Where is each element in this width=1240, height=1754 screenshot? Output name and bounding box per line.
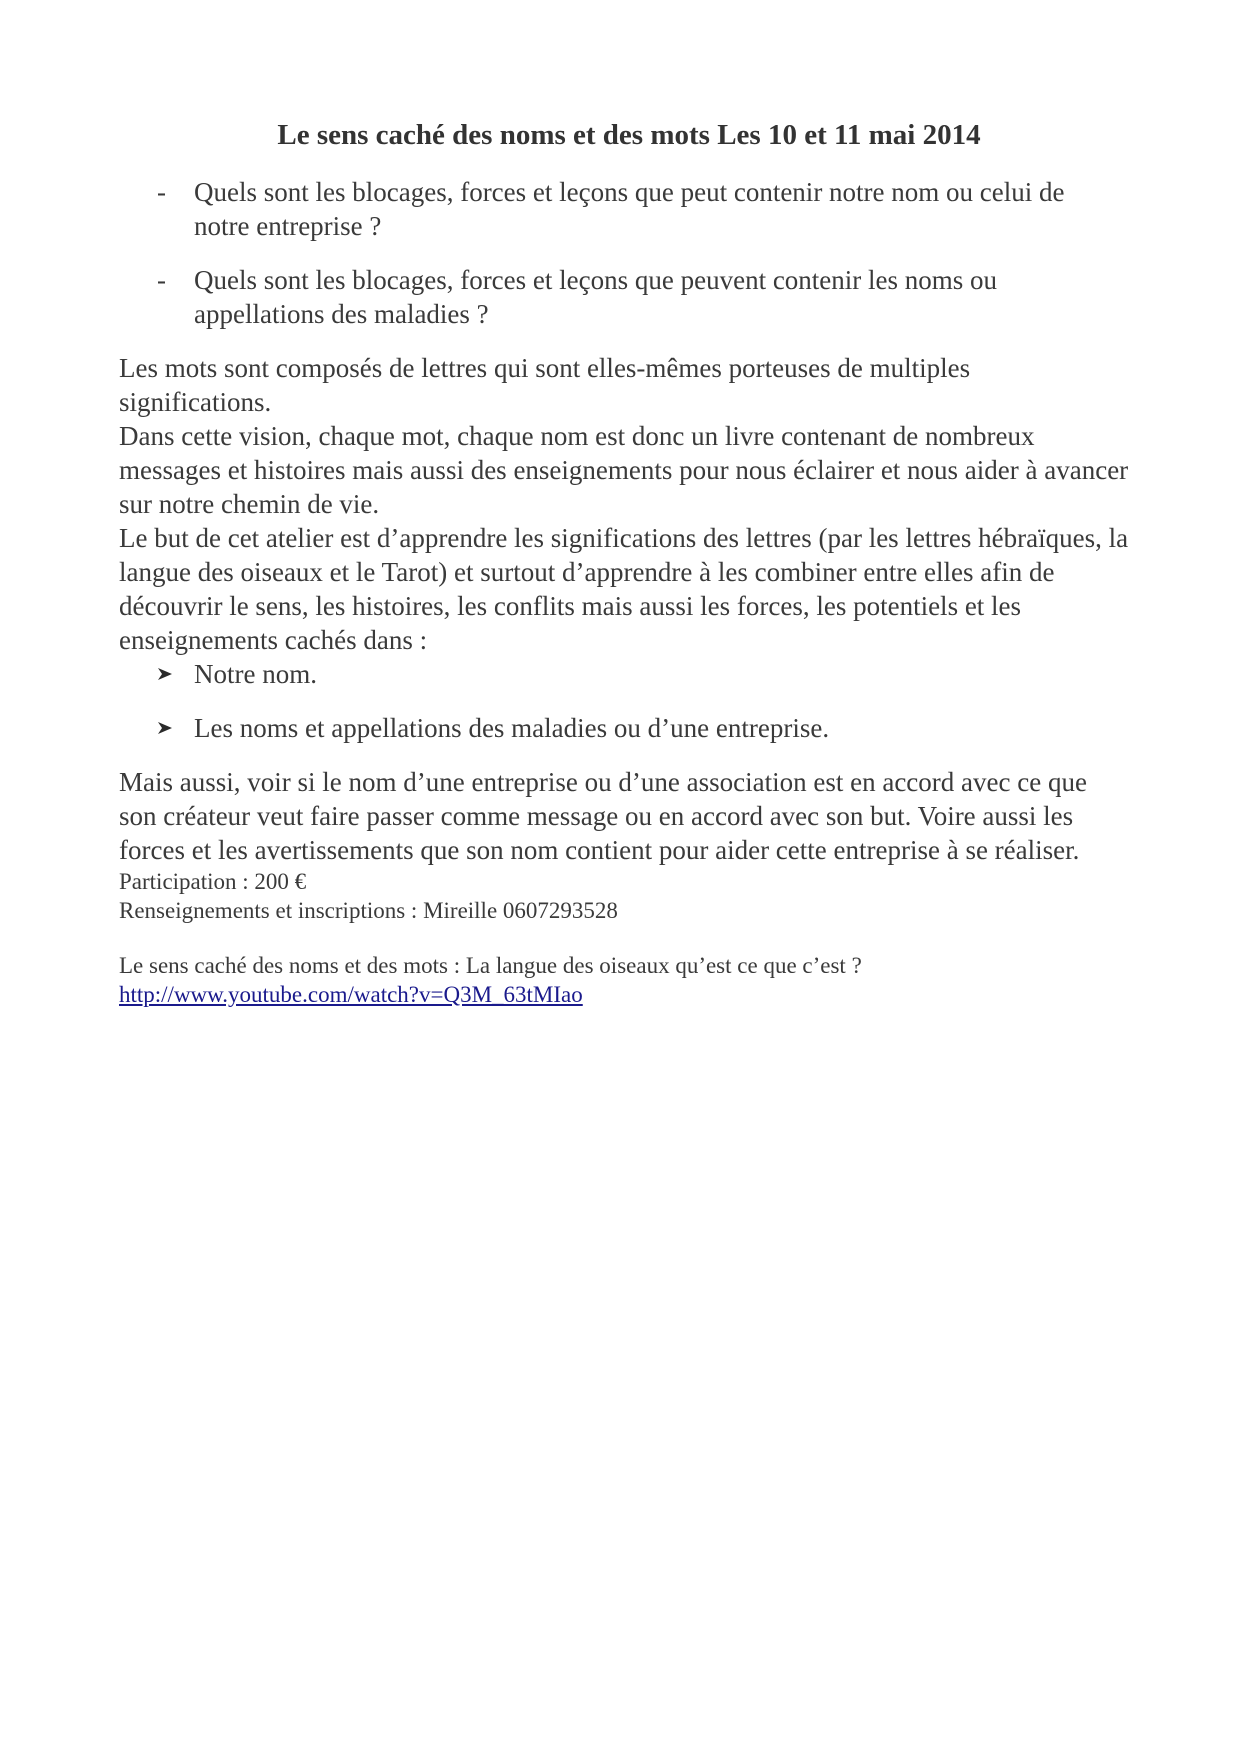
- topic-text: Les noms et appellations des maladies ou d’une entreprise.: [194, 712, 830, 743]
- video-link[interactable]: http://www.youtube.com/watch?v=Q3M_63tMIao: [119, 981, 583, 1007]
- page-title: Le sens caché des noms et des mots Les 10 et 11 mai 2014: [277, 119, 981, 151]
- arrow-bullet-icon: [157, 721, 173, 735]
- paragraph-vision: Dans cette vision, chaque mot, chaque nom est donc un livre contenant de nombreux messages et histoires mais aussi des enseignements pour nous éclairer et nous aider à avancer sur notre chemin de vie.: [119, 420, 1129, 519]
- question-text: Quels sont les blocages, forces et leçons que peut contenir notre nom ou celui de notre entreprise ?: [194, 176, 1065, 241]
- question-text: Quels sont les blocages, forces et leçons que peuvent contenir les noms ou appellations des maladies ?: [194, 264, 998, 329]
- topic-list: [119, 657, 1129, 745]
- participation-price: Participation : 200 €: [119, 868, 307, 894]
- spacer: [119, 925, 1129, 951]
- paragraph-intro: Les mots sont composés de lettres qui sont elles-mêmes porteuses de multiples significations.: [119, 352, 971, 417]
- list-item: [119, 711, 1129, 745]
- question-list: [119, 175, 1129, 331]
- video-caption: Le sens caché des noms et des mots : La langue des oiseaux qu’est ce que c’est ?: [119, 952, 862, 978]
- paragraph-goal: Le but de cet atelier est d’apprendre les significations des lettres (par les lettres hébraïques, la langue des oiseaux et le Tarot) et surtout d’apprendre à les combiner entre elles afin de découvrir le sens, les histoires, les conflits mais aussi les forces, les potentiels et les enseignements cachés dans :: [119, 522, 1129, 655]
- dash-bullet: -: [157, 264, 166, 295]
- list-item: [119, 657, 1129, 691]
- dash-bullet: -: [157, 176, 166, 207]
- list-item: [119, 263, 1129, 331]
- topic-text: Notre nom.: [194, 658, 317, 689]
- contact-info: Renseignements et inscriptions : Mireille 0607293528: [119, 897, 618, 923]
- arrow-bullet-icon: [157, 667, 173, 681]
- list-item: [119, 175, 1129, 243]
- paragraph-also: Mais aussi, voir si le nom d’une entreprise ou d’une association est en accord avec ce que son créateur veut faire passer comme message ou en accord avec son but. Voire aussi les forces et les avertissements que son nom contient pour aider cette entreprise à se réaliser.: [119, 766, 1087, 865]
- document-page: [119, 118, 1129, 1009]
